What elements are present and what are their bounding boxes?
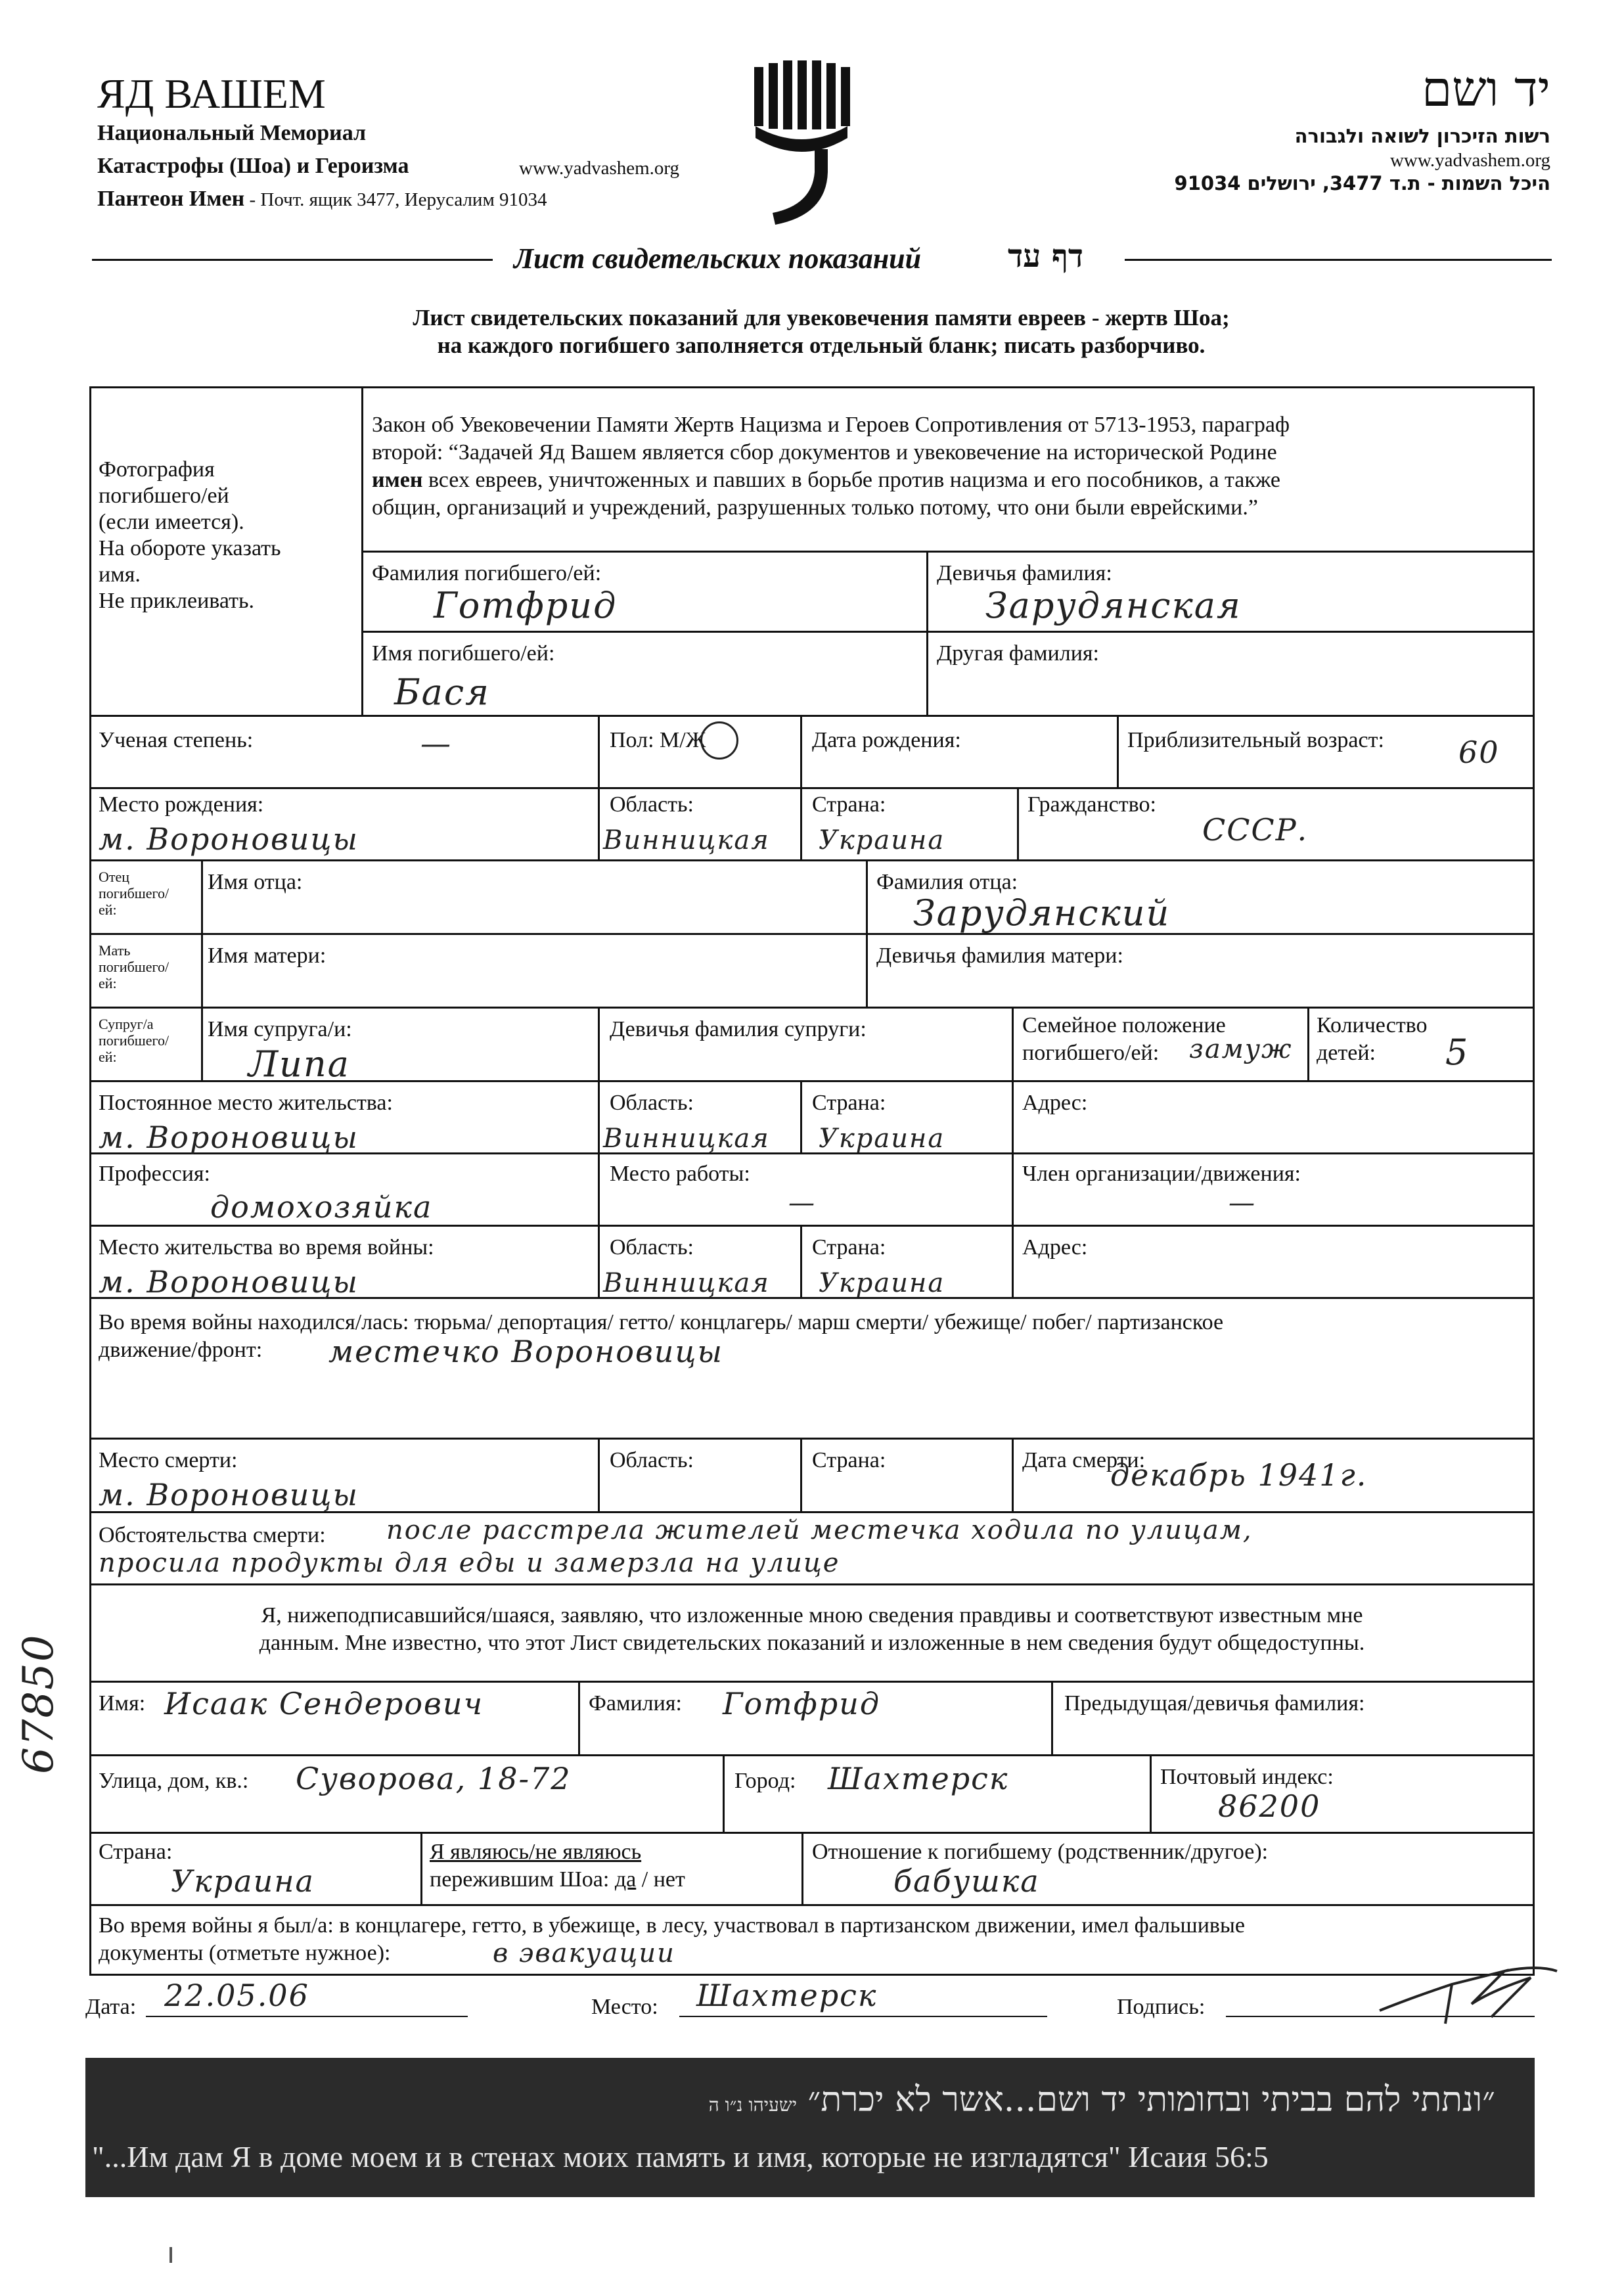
age-value[interactable]: 60 — [1458, 735, 1500, 770]
profession-value[interactable]: домохозяйка — [210, 1189, 433, 1225]
date-underline — [146, 2016, 468, 2017]
photo-label-2: погибшего/ей — [99, 484, 229, 508]
father-side-label — [99, 869, 169, 918]
father-side-2: погибшего/ — [99, 885, 169, 901]
title-rule-left — [92, 259, 493, 261]
yad-vashem-title-he: יד ושם — [1421, 61, 1550, 118]
war-place-label: Место жительства во время войны: — [99, 1235, 434, 1260]
declaration-line-1: Я, нижеподписавшийся/шаяся, заявляю, что изложенные мною сведения правдивы и соответствуют известным мне — [261, 1603, 1363, 1627]
marital-label-1: Семейное положение — [1022, 1013, 1226, 1037]
signature-label: Подпись: — [1117, 1995, 1206, 2019]
victim-first-name-label: Имя погибшего/ей: — [372, 641, 555, 666]
header-line-2: Катастрофы (Шоа) и Героизма — [97, 154, 409, 178]
date-value[interactable]: 22.05.06 — [164, 1978, 309, 2013]
footer-hebrew-quote — [709, 2080, 1495, 2120]
sex-label: Пол: М/Ж — [610, 728, 706, 752]
war-status-value[interactable]: местечко Вороновицы — [328, 1334, 723, 1369]
war-country-label: Страна: — [812, 1235, 886, 1260]
war-region-value[interactable]: Винницкая — [603, 1268, 770, 1298]
mother-side-3: ей: — [99, 975, 117, 991]
father-surname-value[interactable]: Зарудянский — [913, 892, 1171, 934]
scan-speck — [169, 2247, 172, 2263]
birthplace-value[interactable]: м. Вороновицы — [99, 821, 359, 857]
place-label: Место: — [591, 1995, 658, 2019]
zip-value[interactable]: 86200 — [1218, 1788, 1321, 1824]
header-url-left: www.yadvashem.org — [519, 158, 680, 179]
children-label-2: детей: — [1317, 1041, 1376, 1065]
war-region-label: Область: — [610, 1235, 694, 1260]
survivor-no[interactable]: / нет — [636, 1867, 685, 1892]
survivor-label-1: Я являюсь/не являюсь — [430, 1840, 642, 1864]
victim-surname-label: Фамилия погибшего/ей: — [372, 561, 602, 585]
yad-vashem-title-ru: ЯД ВАШЕМ — [97, 70, 326, 117]
photo-label-1: Фотография — [99, 457, 215, 482]
member-value[interactable]: — — [1229, 1188, 1256, 1218]
street-label: Улица, дом, кв.: — [99, 1769, 249, 1793]
residence-label: Постоянное место жительства: — [99, 1091, 393, 1115]
age-label: Приблизительный возраст: — [1127, 728, 1384, 752]
death-date-value[interactable]: декабрь 1941г. — [1110, 1457, 1368, 1493]
war-status-line-1: Во время войны находился/лась: тюрьма/ депортация/ гетто/ концлагерь/ марш смерти/ убежище/ побег/ партизанское — [99, 1310, 1224, 1334]
wartime-value[interactable]: в эвакуации — [493, 1938, 675, 1968]
father-side-3: ей: — [99, 901, 117, 918]
children-label-1: Количество — [1317, 1013, 1428, 1037]
victim-surname-value[interactable]: Готфрид — [434, 585, 618, 626]
mother-maiden-label: Девичья фамилия матери: — [876, 944, 1123, 968]
footer-hebrew-text: ״ונתתי להם בביתי ובחומותי יד ושם...אשר לא יכרת״ — [807, 2080, 1495, 2120]
pantheon-label: Пантеон Имен — [97, 187, 245, 211]
member-label: Член организации/движения: — [1022, 1162, 1301, 1186]
residence-region-label: Область: — [610, 1091, 694, 1115]
postal-address: - Почт. ящик 3477, Иерусалим 91034 — [244, 189, 547, 210]
street-value[interactable]: Суворова, 18-72 — [296, 1761, 572, 1796]
zip-label: Почтовый индекс: — [1160, 1765, 1334, 1789]
profession-label: Профессия: — [99, 1162, 210, 1186]
spouse-side-2: погибшего/ — [99, 1032, 169, 1049]
photo-label-6: Не приклеивать. — [99, 589, 254, 613]
degree-value[interactable]: — — [420, 725, 452, 761]
relation-label: Отношение к погибшему (родственник/другое): — [812, 1840, 1269, 1864]
death-circumstances-line-2[interactable]: просила продукты для еды и замерзла на улице — [99, 1548, 840, 1578]
photo-label-3: (если имеется). — [99, 510, 244, 534]
death-place-value[interactable]: м. Вороновицы — [99, 1477, 359, 1512]
declaration-line-2: данным. Мне известно, что этот Лист свидетельских показаний и изложенные в нем сведения будут общедоступны. — [259, 1631, 1365, 1655]
law-line-1: Закон об Увековечении Памяти Жертв Нацизма и Героев Сопротивления от 5713-1953, параграф — [372, 413, 1290, 437]
header-url-right: www.yadvashem.org — [1389, 150, 1550, 171]
footer-russian-quote: "...Им дам Я в доме моем и в стенах моих память и имя, которые не изгладятся" Исаия 56:5 — [92, 2140, 1269, 2173]
header-he-line-3: היכל השמות - ת.ד 3477, ירושלים 91034 — [1174, 172, 1550, 194]
spouse-name-label: Имя супруга/и: — [208, 1017, 352, 1041]
residence-address-label: Адрес: — [1022, 1091, 1088, 1115]
signature-mark[interactable] — [1373, 1958, 1564, 2030]
death-circumstances-label: Обстоятельства смерти: — [99, 1523, 326, 1547]
city-label: Город: — [734, 1769, 796, 1793]
citizenship-label: Гражданство: — [1027, 792, 1156, 817]
footer-hebrew-ref: ישעיהו נ״ו ה — [708, 2094, 798, 2116]
law-line-3 — [372, 468, 1280, 493]
header-he-line-1: רשות הזיכרון לשואה ולגבורה — [1294, 125, 1550, 147]
survivor-prefix: пережившим Шоа: — [430, 1867, 615, 1892]
workplace-value[interactable]: — — [788, 1188, 816, 1218]
title-rule-right — [1125, 259, 1552, 261]
submitter-prev-label: Предыдущая/девичья фамилия: — [1064, 1691, 1365, 1716]
children-value[interactable]: 5 — [1445, 1032, 1470, 1073]
residence-country-label: Страна: — [812, 1091, 886, 1115]
father-side-1: Отец — [99, 869, 130, 885]
workplace-label: Место работы: — [610, 1162, 750, 1186]
yad-vashem-logo — [749, 60, 854, 231]
war-address-label: Адрес: — [1022, 1235, 1088, 1260]
instruction-line-2: на каждого погибшего заполняется отдельный бланк; писать разборчиво. — [437, 332, 1206, 358]
degree-label: Ученая степень: — [99, 728, 254, 752]
death-country-label: Страна: — [812, 1448, 886, 1472]
survivor-yes[interactable]: да — [614, 1867, 637, 1892]
spouse-side-3: ей: — [99, 1049, 117, 1065]
footer-quote-banner — [85, 2058, 1535, 2197]
mother-name-label: Имя матери: — [208, 944, 327, 968]
victim-maiden-value[interactable]: Зарудянская — [985, 585, 1242, 626]
spouse-side-label — [99, 1016, 169, 1065]
residence-country-value[interactable]: Украина — [819, 1124, 945, 1154]
law-names-bold: имен — [372, 468, 423, 492]
submitter-country-value[interactable]: Украина — [171, 1863, 315, 1899]
father-surname-label: Фамилия отца: — [876, 870, 1018, 894]
birth-region-label: Область: — [610, 792, 694, 817]
war-country-value[interactable]: Украина — [819, 1268, 945, 1298]
law-line-2: второй: “Задачей Яд Вашем является сбор документов и увековечение на исторической Родине — [372, 440, 1277, 465]
mother-side-2: погибшего/ — [99, 959, 169, 975]
submitter-name-value[interactable]: Исаак Сендерович — [164, 1686, 484, 1721]
mother-side-1: Мать — [99, 942, 131, 959]
submitter-surname-value[interactable]: Готфрид — [723, 1686, 881, 1721]
death-circumstances-line-1[interactable]: после расстрела жителей местечка ходила по улицам, — [386, 1515, 1253, 1545]
city-value[interactable]: Шахтерск — [828, 1761, 1009, 1796]
birth-region-value[interactable]: Винницкая — [603, 825, 770, 855]
dob-label: Дата рождения: — [812, 728, 961, 752]
spouse-maiden-label: Девичья фамилия супруги: — [610, 1017, 867, 1041]
photo-label-4: На обороте указать — [99, 536, 281, 560]
law-line-4: общин, организаций и учреждений, разрушенных только потому, что они были еврейскими.” — [372, 495, 1258, 520]
photo-label-5: имя. — [99, 562, 141, 587]
wartime-line-1: Во время войны я был/а: в концлагере, гетто, в убежище, в лесу, участвовал в партизанском движении, имел фальшивые — [99, 1913, 1245, 1938]
victim-maiden-label: Девичья фамилия: — [937, 561, 1112, 585]
form-title-ru: Лист свидетельских показаний — [514, 242, 922, 275]
spouse-side-1: Супруг/а — [99, 1016, 154, 1032]
citizenship-value[interactable]: СССР. — [1202, 812, 1309, 848]
submitter-country-label: Страна: — [99, 1840, 173, 1864]
place-value[interactable]: Шахтерск — [696, 1978, 878, 2013]
law-line-3-rest: всех евреев, уничтоженных и павших в борьбе против нацизма и его пособников, а также — [422, 468, 1280, 492]
death-date-label: Дата смерти: — [1022, 1448, 1146, 1472]
birth-country-value[interactable]: Украина — [819, 825, 945, 855]
war-place-value[interactable]: м. Вороновицы — [99, 1264, 359, 1300]
place-underline — [679, 2016, 1047, 2017]
relation-value[interactable]: бабушка — [893, 1863, 1040, 1899]
date-label: Дата: — [85, 1995, 137, 2019]
victim-other-surname-label: Другая фамилия: — [937, 641, 1099, 666]
war-status-line-2: движение/фронт: — [99, 1338, 263, 1362]
mother-side-label — [99, 942, 169, 991]
residence-region-value[interactable]: Винницкая — [603, 1124, 770, 1154]
residence-value[interactable]: м. Вороновицы — [99, 1120, 359, 1155]
father-name-label: Имя отца: — [208, 870, 303, 894]
sex-female-circle[interactable] — [700, 721, 738, 760]
margin-archive-number: 67850 — [14, 1633, 63, 1774]
marital-label-2: погибшего/ей: — [1022, 1041, 1160, 1065]
birth-country-label: Страна: — [812, 792, 886, 817]
submitter-surname-label: Фамилия: — [589, 1691, 682, 1716]
spouse-name-value[interactable]: Липа — [248, 1043, 350, 1085]
header-line-3 — [97, 187, 547, 212]
death-place-label: Место смерти: — [99, 1448, 238, 1472]
death-region-label: Область: — [610, 1448, 694, 1472]
form-title-he: דף עד — [1008, 238, 1083, 275]
survivor-label-2 — [430, 1867, 685, 1892]
marital-value[interactable]: замуж — [1189, 1034, 1293, 1064]
submitter-name-label: Имя: — [99, 1691, 146, 1716]
instruction-line-1: Лист свидетельских показаний для увековечения памяти евреев - жертв Шоа; — [413, 305, 1230, 330]
header-line-1: Национальный Мемориал — [97, 121, 367, 145]
birthplace-label: Место рождения: — [99, 792, 264, 817]
wartime-line-2: документы (отметьте нужное): — [99, 1941, 391, 1965]
victim-first-name-value[interactable]: Бася — [394, 671, 490, 713]
